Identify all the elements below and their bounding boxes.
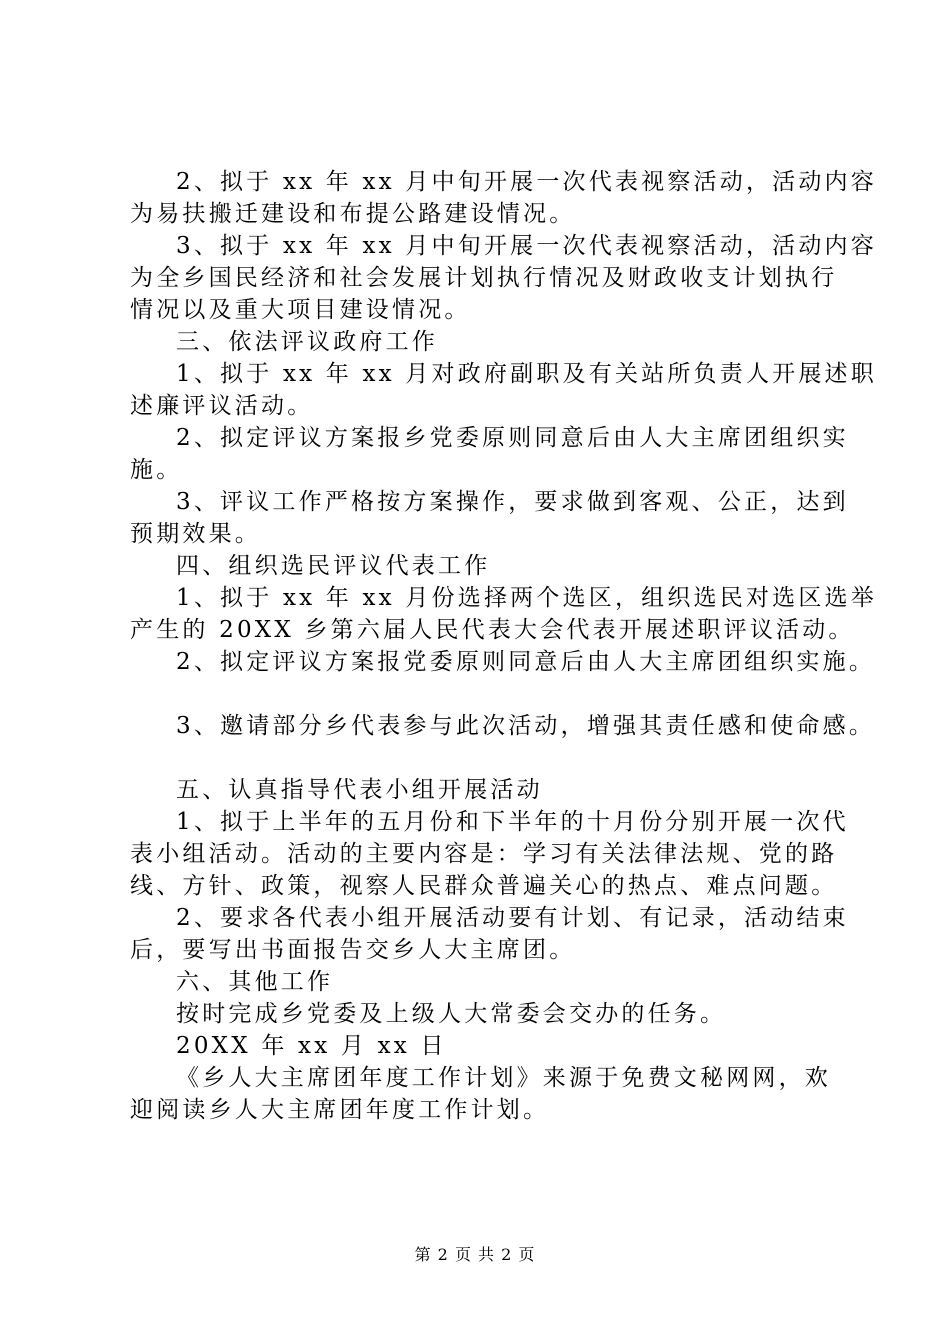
- paragraph-line: 3、评议工作严格按方案操作，要求做到客观、公正，达到: [176, 489, 849, 515]
- paragraph-line: 2、拟定评议方案报党委原则同意后由人大主席团组织实施。: [176, 649, 876, 675]
- paragraph-line: 3、拟于 xx 年 xx 月中旬开展一次代表视察活动，活动内容: [176, 233, 877, 259]
- paragraph-line: 预期效果。: [130, 521, 261, 547]
- paragraph-line: 情况以及重大项目建设情况。: [130, 297, 471, 323]
- paragraph-line: 产生的 20XX 乡第六届人民代表大会代表开展述职评议活动。: [130, 617, 855, 643]
- document-body: [130, 166, 877, 1126]
- paragraph-line: 为全乡国民经济和社会发展计划执行情况及财政收支计划执行: [130, 265, 838, 291]
- paragraph-line: 述廉评议活动。: [130, 393, 314, 419]
- section-heading: 三、依法评议政府工作: [176, 329, 438, 355]
- paragraph-line: 按时完成乡党委及上级人大常委会交办的任务。: [176, 1001, 727, 1027]
- section-heading: 四、组织选民评议代表工作: [176, 553, 491, 579]
- paragraph-line: 表小组活动。活动的主要内容是：学习有关法律法规、党的路: [130, 841, 838, 867]
- paragraph-line: 线、方针、政策，视察人民群众普遍关心的热点、难点问题。: [130, 873, 838, 899]
- paragraph-line: 1、拟于上半年的五月份和下半年的十月份分别开展一次代: [176, 809, 849, 835]
- paragraph-line: 后，要写出书面报告交乡人大主席团。: [130, 937, 576, 963]
- paragraph-line: 2、拟定评议方案报乡党委原则同意后由人大主席团组织实: [176, 425, 849, 451]
- date-line: 20XX 年 xx 月 xx 日: [176, 1033, 447, 1059]
- section-heading: 六、其他工作: [176, 969, 334, 995]
- paragraph-line: 2、要求各代表小组开展活动要有计划、有记录，活动结束: [176, 905, 849, 931]
- paragraph-line: 为易扶搬迁建设和布提公路建设情况。: [130, 201, 576, 227]
- paragraph-line: 迎阅读乡人大主席团年度工作计划。: [130, 1097, 550, 1123]
- blank-line: [130, 742, 850, 774]
- paragraph-line: 施。: [130, 457, 183, 483]
- blank-line: [130, 678, 850, 710]
- paragraph-line: 1、拟于 xx 年 xx 月份选择两个选区，组织选民对选区选举: [176, 585, 877, 611]
- paragraph-line: 1、拟于 xx 年 xx 月对政府副职及有关站所负责人开展述职: [176, 361, 877, 387]
- paragraph-line: 3、邀请部分乡代表参与此次活动，增强其责任感和使命感。: [176, 713, 876, 739]
- page-footer: [0, 1244, 950, 1266]
- paragraph-line: 《乡人大主席团年度工作计划》来源于免费文秘网网，欢: [176, 1065, 831, 1091]
- paragraph-line: 2、拟于 xx 年 xx 月中旬开展一次代表视察活动，活动内容: [176, 169, 877, 195]
- section-heading: 五、认真指导代表小组开展活动: [176, 777, 543, 803]
- page-number: 第 2 页 共 2 页: [414, 1245, 536, 1264]
